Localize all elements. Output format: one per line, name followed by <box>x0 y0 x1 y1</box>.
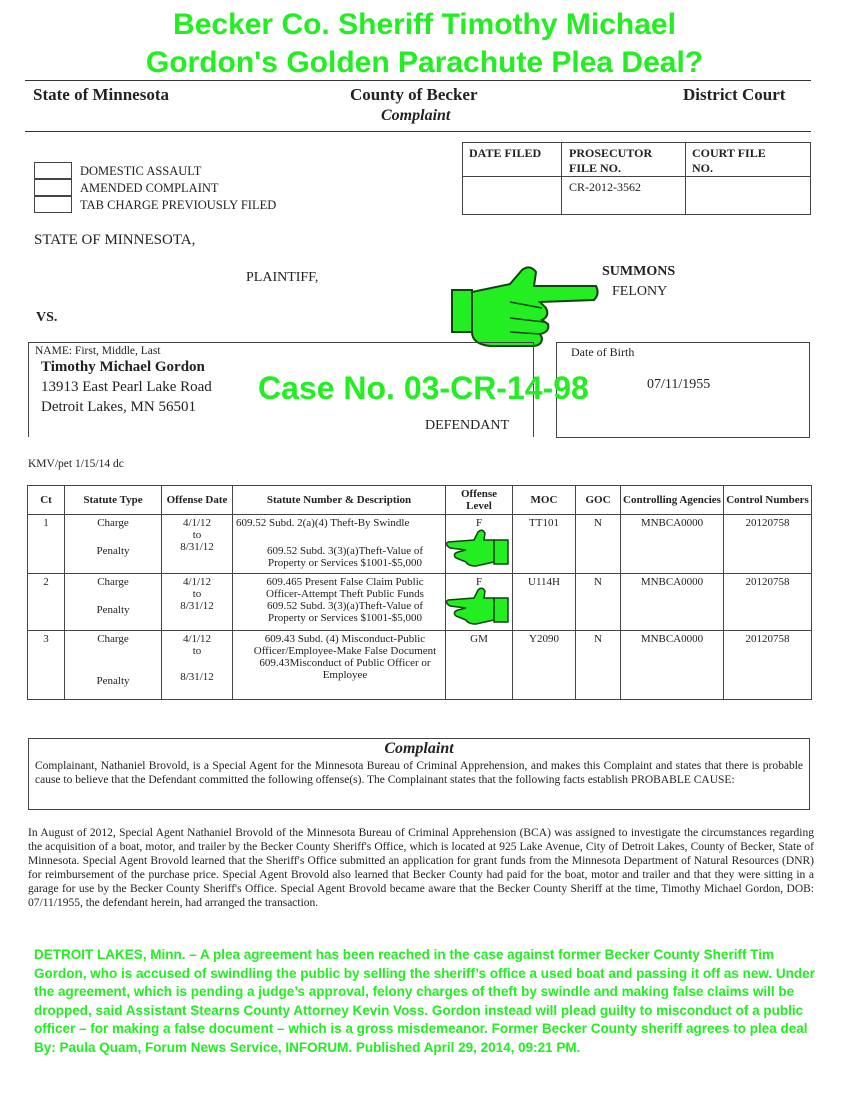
header-state: State of Minnesota <box>33 85 169 104</box>
summons-label: SUMMONS <box>602 264 676 279</box>
cell-control: 20120758 <box>724 574 812 631</box>
cell-level: F <box>446 515 513 574</box>
complaint-title: Complaint <box>384 740 454 757</box>
col-goc: GOC <box>576 486 621 515</box>
cell-type: Charge Penalty <box>65 574 162 631</box>
dob-label: Date of Birth <box>571 345 635 359</box>
checkbox-row[interactable] <box>34 196 334 213</box>
checkbox-label: AMENDED COMPLAINT <box>80 181 219 195</box>
facts-paragraph: In August of 2012, Special Agent Nathaniel Brovold of the Minnesota Bureau of Criminal Apprehension (BCA) was assigned to investigate the circumstances regarding the acquisition of a boat, motor, and trailer by the Becker County Sheriff's Office, which is located at 925 Lake Avenue, City of Detroit Lakes, County of Becker, State of Minnesota. Special Agent Brovold learned that the Sheriff's Office submitted an application for grant funds from the Minnesota Department of Natural Resources (DNR) for reimbursement of the purchase price. Special Agent Brovold also learned that Becker County had paid for the boat, motor and trailer and that they were sitting in a garage for use by the Becker County Sheriff's Office. Special Agent Brovold became aware that the Becker County Sheriff at the time, Timothy Michael Gordon, DOB: 07/11/1955, the defendant herein, had arranged the transaction. <box>28 827 814 909</box>
prosecutor-label: PROSECUTOR <box>569 146 653 160</box>
checkbox[interactable] <box>34 162 72 179</box>
checkbox[interactable] <box>34 179 72 196</box>
complaint-body: Complainant, Nathaniel Brovold, is a Special Agent for the Minnesota Bureau of Criminal Apprehension, and makes this Complaint and states that there is probable cause to believe that the Defendant committed the following offense(s). The Complainant states that the following facts establish PROBABLE CAUSE: <box>35 760 803 786</box>
prosecutor-file-no: CR-2012-3562 <box>569 180 641 194</box>
court-file-label: COURT FILE <box>692 146 766 160</box>
cell-agency: MNBCA0000 <box>621 515 724 574</box>
col-level: Offense Level <box>446 486 513 515</box>
col-agencies: Controlling Agencies <box>621 486 724 515</box>
complaint-box <box>28 738 810 810</box>
col-ct: Ct <box>28 486 65 515</box>
checkbox[interactable] <box>34 196 72 213</box>
case-number: Case No. 03-CR-14-98 <box>258 370 589 406</box>
cell-level: F <box>446 574 513 631</box>
cell-control: 20120758 <box>724 515 812 574</box>
date-filed-label: DATE FILED <box>469 146 542 160</box>
headline-line-2: Gordon's Golden Parachute Plea Deal? <box>145 46 704 79</box>
cell-goc: N <box>576 515 621 574</box>
cell-level: GM <box>446 631 513 700</box>
cell-goc: N <box>576 574 621 631</box>
cell-ct: 2 <box>28 574 65 631</box>
felony-label: FELONY <box>612 284 668 299</box>
checkbox-row[interactable] <box>34 162 334 179</box>
checkbox-label: DOMESTIC ASSAULT <box>80 164 202 178</box>
cell-date: 4/1/12 to 8/31/12 <box>162 631 233 700</box>
prosecutor-label-2: FILE NO. <box>569 161 622 175</box>
filing-info-box <box>462 142 811 215</box>
header-court: District Court <box>683 85 786 104</box>
pointing-hand-icon <box>444 586 512 628</box>
cell-statute: 609.43 Subd. (4) Misconduct-Public Officer/Employee-Make False Document 609.43Misconduct of Public Officer or Employee <box>233 631 446 700</box>
pointing-hand-icon <box>444 528 512 570</box>
name-label: NAME: First, Middle, Last <box>35 345 161 357</box>
dob-box <box>556 342 810 438</box>
cell-goc: N <box>576 631 621 700</box>
cell-agency: MNBCA0000 <box>621 631 724 700</box>
cell-control: 20120758 <box>724 631 812 700</box>
cell-statute: 609.52 Subd. 2(a)(4) Theft-By Swindle 609.52 Subd. 3(3)(a)Theft-Value of Property or Services $1001-$5,000 <box>233 515 446 574</box>
state-party: STATE OF MINNESOTA, <box>34 232 196 248</box>
cell-ct: 3 <box>28 631 65 700</box>
header-county: County of Becker <box>350 85 478 104</box>
cell-agency: MNBCA0000 <box>621 574 724 631</box>
checkbox-label: TAB CHARGE PREVIOUSLY FILED <box>80 198 277 212</box>
defendant-name: Timothy Michael Gordon <box>41 359 205 375</box>
cell-moc: Y2090 <box>513 631 576 700</box>
cell-moc: U114H <box>513 574 576 631</box>
cell-date: 4/1/12 to 8/31/12 <box>162 515 233 574</box>
vs-label: VS. <box>36 310 58 325</box>
col-offense-date: Offense Date <box>162 486 233 515</box>
col-statute: Statute Number & Description <box>233 486 446 515</box>
cell-type: Charge Penalty <box>65 515 162 574</box>
cell-moc: TT101 <box>513 515 576 574</box>
table-row <box>28 574 812 631</box>
dob-value: 07/11/1955 <box>647 377 711 392</box>
defendant-role: DEFENDANT <box>425 418 509 433</box>
col-control: Control Numbers <box>724 486 812 515</box>
pointing-hand-icon <box>450 262 600 352</box>
col-statute-type: Statute Type <box>65 486 162 515</box>
news-excerpt: DETROIT LAKES, Minn. – A plea agreement has been reached in the case against former Becker County Sheriff Tim Gordon, who is accused of swindling the public by selling the sheriff’s office a used boat and passing it off as new. Under the agreement, which is pending a judge’s approval, felony charges of theft by swindle and making false claims will be dropped, said Assistant Stearns County Attorney Kevin Voss. Gordon instead will plead guilty to misconduct of a public officer – for making a false document – which is a gross misdemeanor. Former Becker County sheriff agrees to plea deal By: Paula Quam, Forum News Service, INFORUM. Published April 29, 2014, 09:21 PM. <box>34 947 815 1055</box>
initials-line: KMV/pet 1/15/14 dc <box>28 458 124 470</box>
cell-statute: 609.465 Present False Claim Public Officer-Attempt Theft Public Funds 609.52 Subd. 3(3)(a)Theft-Value of Property or Services $1001-$5,000 <box>233 574 446 631</box>
checkbox-group <box>34 162 334 213</box>
plaintiff-label: PLAINTIFF, <box>246 270 319 285</box>
header-doc-type: Complaint <box>381 107 451 124</box>
cell-date: 4/1/12 to 8/31/12 <box>162 574 233 631</box>
defendant-address-2: Detroit Lakes, MN 56501 <box>41 399 196 415</box>
table-row <box>28 631 812 700</box>
col-moc: MOC <box>513 486 576 515</box>
checkbox-row[interactable] <box>34 179 334 196</box>
court-header <box>25 80 811 132</box>
table-row <box>28 515 812 574</box>
court-file-label-2: NO. <box>692 161 713 175</box>
table-header-row <box>28 486 812 515</box>
headline-line-1: Becker Co. Sheriff Timothy Michael <box>173 8 676 41</box>
offense-table <box>27 485 812 705</box>
cell-type: Charge Penalty <box>65 631 162 700</box>
defendant-address-1: 13913 East Pearl Lake Road <box>41 379 212 395</box>
cell-ct: 1 <box>28 515 65 574</box>
